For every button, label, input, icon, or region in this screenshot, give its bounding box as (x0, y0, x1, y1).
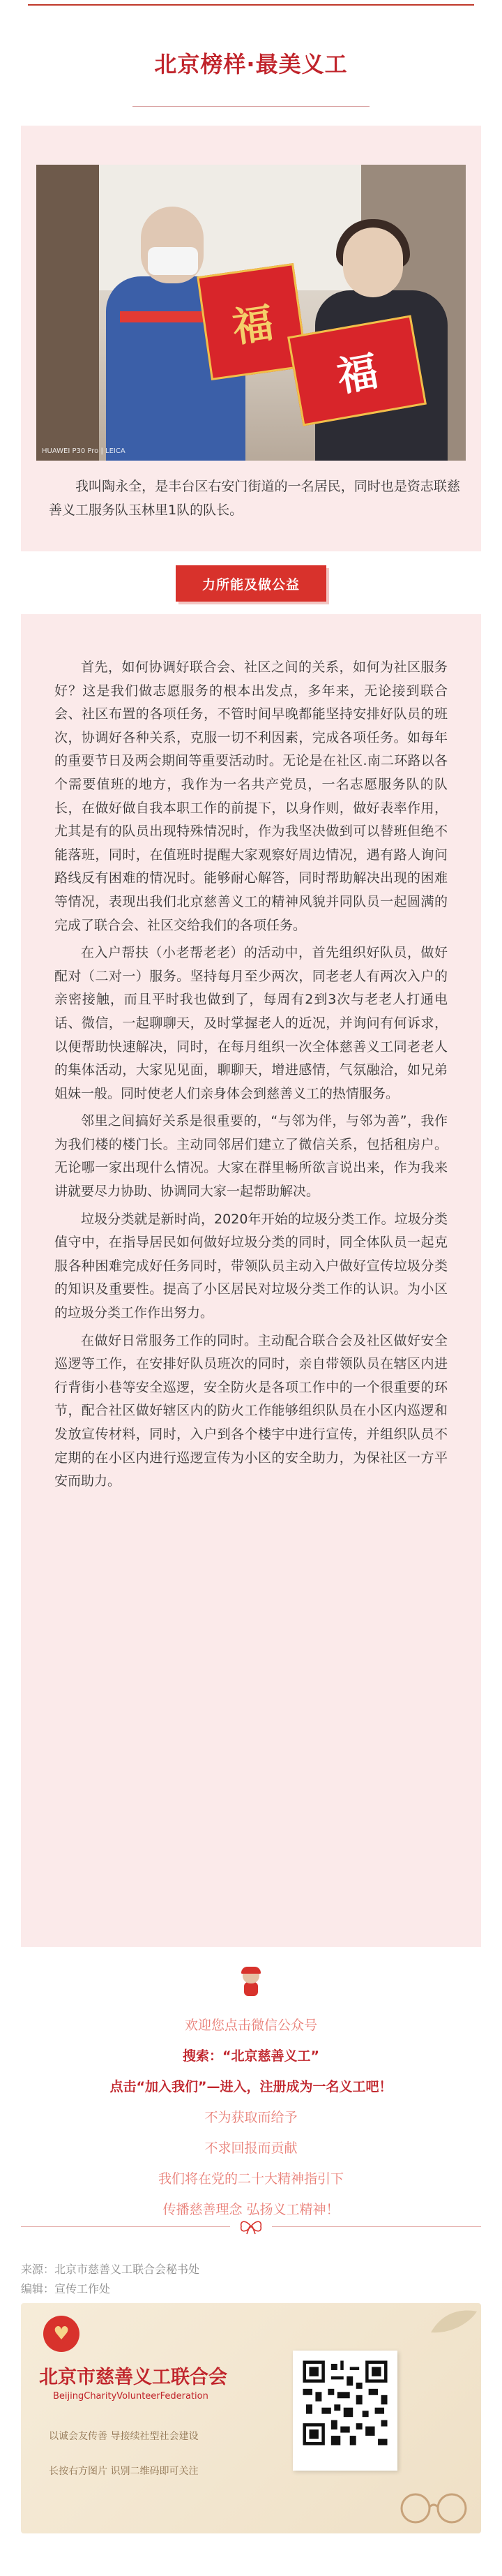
cta-line: 不为获取而给予 (204, 2110, 298, 2125)
footer-org-name: 北京市慈善义工联合会 (39, 2367, 227, 2388)
cta-line: 搜索：“北京慈善义工” (183, 2048, 319, 2064)
header (132, 45, 370, 81)
camera-watermark: HUAWEI P30 Pro | LEICA (42, 447, 126, 455)
fu-character: 福 (333, 347, 382, 401)
article-paragraph: 在入户帮扶（小老帮老老）的活动中，首先组织好队员，做好配对（二对一）服务。坚持每月至少两次，同老老人有两次入户的亲密接触，而且平时我也做到了，每周有2到3次与老老人打通电话、微信，一起聊聊天，及时掌握老人的近况，并询问有何诉求，以便帮助快速解决，同时，在每月组织一次全体慈善义工同老老人的集体活动，大家见见面，聊聊天，增进感情，气氛融洽，如兄弟姐妹一般。同时使老人们亲身体会到慈善义工的热情服务。 (54, 945, 448, 1101)
article-paragraph: 首先，如何协调好联合会、社区之间的关系，如何为社区服务好？这是我们做志愿服务的根本出发点，多年来，无论接到联合会、社区布置的各项任务，不管时间早晚都能坚持安排好队员的班次，协调好各种关系，克服一切不利因素，完成各项任务。如每年的重要节日及两会期间等重要活动时。无论是在社区.南二环路以各个需要值班的地方，我作为一名共产党员，一名志愿服务队的队长，在做好做自我本职工作的前提下，以身作则，做好表率作用，尤其是有的队员出现特殊情况时，作为我坚决做到可以替班但绝不能落班，同时，在值班时提醒大家观察好周边情况，遇有路人询问路线反有困难的情况时。能够耐心解答，同时帮助解决出现的困难等情况，表现出我们北京慈善义工的精神风貌并同队员一起圆满的完成了联合会、社区交给我们的各项任务。 (54, 660, 448, 933)
cta-line: 欢迎您点击微信公众号 (184, 2018, 317, 2033)
section-heading (176, 565, 326, 602)
photo-woman-head (343, 228, 403, 297)
cta-line: 传播慈善理念 弘扬义工精神！ (162, 2202, 340, 2217)
qr-code-icon[interactable] (300, 2358, 390, 2448)
source-credits (21, 2260, 199, 2299)
footer-slogan: 长按右方图片 识别二维码即可关注 (49, 2466, 199, 2477)
article-paragraph: 邻里之间搞好关系是很重要的，“与邻为伴，与邻为善”，我作为我们楼的楼门长。主动同邻居们建立了微信关系，包括租房户。无论哪一家出现什么情况。大家在群里畅所欲言说出来，作为我来讲就要尽力协助、协调同大家一起帮助解决。 (54, 1113, 448, 1200)
footer-slogan: 以诚会友传善 导接续社型社会建设 (49, 2431, 199, 2442)
glasses-decoration-icon (390, 2485, 474, 2526)
article-paragraph: 在做好日常服务工作的同时。主动配合联合会及社区做好安全巡逻等工作，在安排好队员班次的同时，亲自带领队员在辖区内进行背街小巷等安全巡逻，安全防火是各项工作中的一个很重要的环节，配合社区做好辖区内的防火工作能够组织队员在小区内巡逻和发放宣传材料，同时，入户到各个楼宇中进行宣传，并组织队员不定期的在小区内进行巡逻宣传为小区的安全助力，为保社区一方平安而助力。 (54, 1332, 448, 1489)
intro-paragraph: 我叫陶永全，是丰台区右安门街道的一名居民，同时也是资志联慈善义工服务队玉林里1队的队长。 (49, 479, 460, 518)
article-body (54, 656, 448, 1494)
federation-logo-icon: ♥ (43, 2316, 79, 2352)
ribbon-bow-icon (238, 2218, 264, 2235)
photo-face-mask (148, 247, 198, 275)
article-paragraph: 垃圾分类就是新时尚，2020年开始的垃圾分类工作。垃圾分类值守中，在指导居民如何做好垃圾分类的同时，同全体队员一起克服各种困难完成好任务同时，带领队员主动入户做好宣传垃圾分类的知识及重要性。提高了小区居民对垃圾分类工作的认识。为小区的垃圾分类工作作出努力。 (54, 1211, 448, 1321)
mascot-body (244, 1982, 258, 1996)
qr-code-card[interactable] (293, 2351, 397, 2471)
divider-line (272, 2226, 481, 2227)
page-title: 北京榜样·最美义工 (154, 51, 348, 77)
fu-character: 福 (229, 299, 277, 352)
call-to-action (0, 2010, 502, 2225)
divider-line (21, 2226, 230, 2227)
leaf-decoration-icon (429, 2307, 478, 2335)
source-line: 来源：北京市慈善义工联合会秘书处 (21, 2263, 200, 2276)
cta-line: 点击“加入我们”—进入，注册成为一名义工吧！ (109, 2079, 393, 2094)
volunteer-mascot-icon (240, 1968, 262, 1996)
title-underline (132, 106, 370, 107)
footer-org-name-en: BeijingCharityVolunteerFederation (53, 2391, 208, 2402)
cta-line: 不求回报而贡献 (204, 2141, 298, 2156)
cta-line: 我们将在党的二十大精神指引下 (158, 2171, 344, 2187)
volunteer-photo (36, 165, 466, 461)
mascot-hat (241, 1967, 261, 1974)
photo-door (36, 165, 99, 461)
editor-line: 编辑：宣传工作处 (21, 2282, 111, 2295)
top-divider (28, 4, 474, 6)
section-heading-label: 力所能及做公益 (201, 576, 300, 593)
